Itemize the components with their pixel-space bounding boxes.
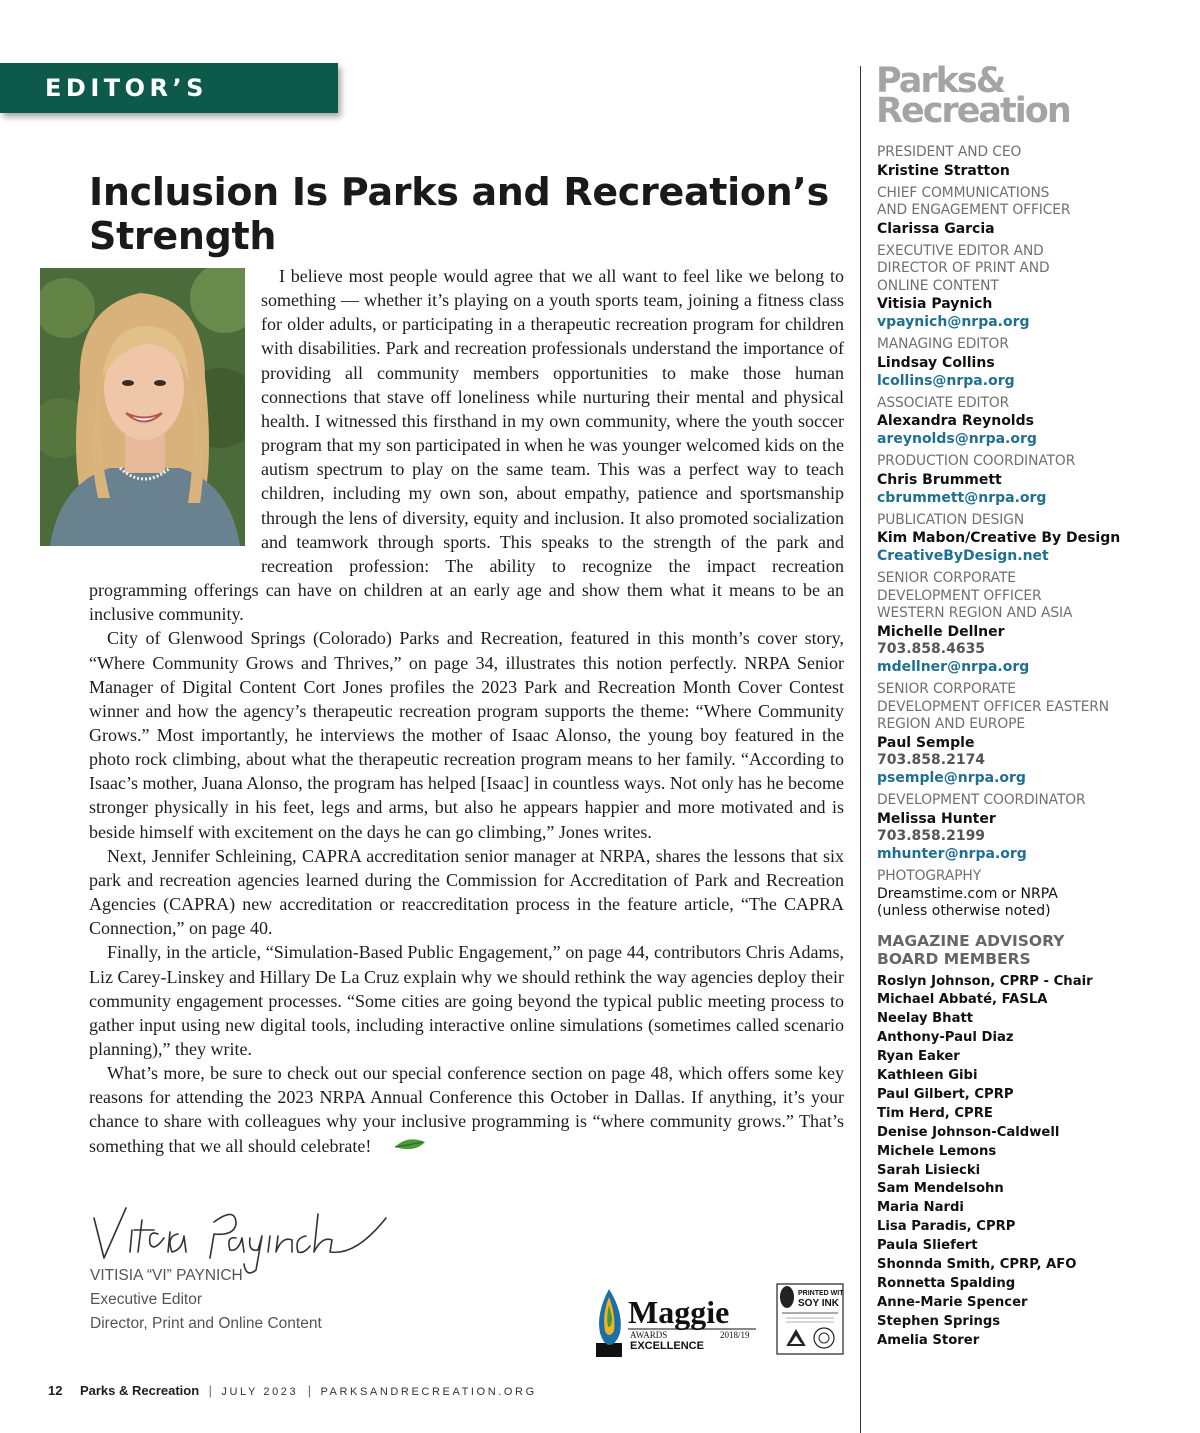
board-member: Kathleen Gibi	[877, 1068, 978, 1084]
board-members-list	[877, 973, 1197, 1351]
page-footer	[48, 1383, 537, 1398]
masthead-line-1: Parks&	[876, 61, 1005, 101]
maggie-wordmark: Maggie	[628, 1294, 730, 1330]
staff-entry	[877, 144, 1197, 180]
magazine-masthead-logo	[876, 61, 1076, 131]
article-paragraph: City of Glenwood Springs (Colorado) Parks and Recreation, featured in this month’s cover story, “Where Community Grows and Thrives,” on page 34, illustrates this notion perfectly. NRPA Senior Manager of Digital Content Cort Jones profiles the 2023 Park and Recreation Month Cover Contest winner and how the agency’s therapeutic recreation program supports the theme: “Where Community Grows.” Most importantly, he interviews the mother of Isaac Alonso, the young boy featured in the photo rock climbing, about what the therapeutic recreation program means to her family. “According to Isaac’s mother, Juana Alonso, the program has helped [Isaac] in countless ways. Not only has he become stronger physically in his feet, legs and arms, but also he appears happier and more motivated and is beside himself with excitement on the days he can go climbing,” Jones writes.	[89, 628, 844, 842]
board-member: Michael Abbaté, FASLA	[877, 992, 1048, 1008]
board-member: Paul Gilbert, CPRP	[877, 1086, 1014, 1102]
board-title-line: BOARD MEMBERS	[877, 949, 1031, 968]
maggie-year: 2018/19	[720, 1330, 750, 1340]
staff-role: MANAGING EDITOR	[877, 336, 1009, 352]
leaf-icon	[375, 1135, 427, 1159]
staff-role: EXECUTIVE EDITOR AND	[877, 242, 1044, 259]
masthead-line-2: Recreation	[876, 91, 1070, 131]
staff-entry	[877, 681, 1197, 787]
article-paragraph-last	[89, 1061, 844, 1159]
board-member: Michele Lemons	[877, 1143, 997, 1159]
board-member: Ryan Eaker	[877, 1049, 960, 1065]
staff-entry	[877, 792, 1197, 863]
article-paragraph: Next, Jennifer Schleining, CAPRA accreditation senior manager at NRPA, shares the lessons that six park and recreation agencies learned during the Commission for Accreditation of Park and Recreation Agencies (CAPRA) new accreditation or reaccreditation process in the feature article, “The CAPRA Connection,” on page 40.	[89, 845, 844, 939]
board-member: Shonnda Smith, CPRP, AFO	[877, 1257, 1077, 1273]
footer-separator: |	[208, 1384, 212, 1398]
staff-role: SENIOR CORPORATE	[877, 681, 1016, 697]
article-paragraph: I believe most people would agree that we all want to feel like we belong to something — whether it’s playing on a youth sports team, joining a fitness class for older adults, or participating in a therapeutic recreation program for children with disabilities. Park and recreation professionals understand the importance of providing all community members opportunities to make those human connections that stave off loneliness while nurturing their mental and physical health. I witnessed this firsthand in my own community, where the youth soccer program that my son participated in when he was younger welcomed kids on the autism spectrum to play on the same team. This was a perfect way to teach children, including my own son, about empathy, patience and sportsmanship through the lens of diversity, equity and inclusion. It also promoted socialization and teamwork through sports. This speaks to the strength of the park and recreation profession: The ability to recognize the impact recreation programming offerings can have on children at an early age and show them what it means to be an inclusive community.	[89, 266, 844, 625]
section-banner	[0, 63, 338, 152]
staff-email-link[interactable]: CreativeByDesign.net	[877, 548, 1049, 564]
sidebar-divider	[860, 66, 861, 1433]
board-member: Anne-Marie Spencer	[877, 1294, 1028, 1310]
maggie-excellence: EXCELLENCE	[630, 1340, 704, 1352]
staff-role: WESTERN REGION AND ASIA	[877, 605, 1073, 621]
staff-name: Clarissa Garcia	[877, 220, 995, 237]
article-paragraph: Finally, in the article, “Simulation-Based Public Engagement,” on page 44, contributors Chris Adams, Liz Carey-Linskey and Hillary De La Cruz explain why we should rethink the way agencies deploy their community engagement processes. “Some cities are going beyond the typical public meeting process to gather input using new digital tools, including interactive online simulations (sometimes called scenario planning),” they write.	[89, 942, 844, 1059]
staff-phone: 703.858.4635	[877, 640, 986, 657]
staff-entry	[877, 243, 1197, 332]
staff-list	[877, 144, 1197, 1351]
soy-ink-logo	[776, 1283, 844, 1360]
section-banner-label: EDITOR’S LETTER	[45, 74, 208, 152]
staff-name: Melissa Hunter	[877, 810, 996, 827]
staff-email-link[interactable]: mdellner@nrpa.org	[877, 659, 1030, 675]
staff-email-link[interactable]: psemple@nrpa.org	[877, 770, 1026, 786]
staff-role: PUBLICATION DESIGN	[877, 511, 1025, 528]
signer-title-2: Director, Print and Online Content	[90, 1315, 322, 1332]
staff-role: ASSOCIATE EDITOR	[877, 394, 1010, 411]
staff-role: DEVELOPMENT OFFICER	[877, 587, 1042, 604]
footer-magazine: Parks & Recreation	[79, 1383, 200, 1398]
page-number: 12	[48, 1383, 63, 1398]
soy-line-1: PRINTED WITH	[798, 1290, 844, 1297]
footer-separator: |	[307, 1384, 311, 1398]
staff-name: Alexandra Reynolds	[877, 413, 1034, 429]
staff-entry	[877, 570, 1197, 676]
staff-email-link[interactable]: vpaynich@nrpa.org	[877, 314, 1030, 330]
staff-role: SENIOR CORPORATE	[877, 570, 1016, 586]
staff-info: (unless otherwise noted)	[877, 903, 1051, 919]
board-member: Lisa Paradis, CPRP	[877, 1219, 1016, 1235]
staff-role: CHIEF COMMUNICATIONS	[877, 184, 1050, 201]
staff-role: PRODUCTION COORDINATOR	[877, 453, 1076, 469]
staff-name: Chris Brummett	[877, 471, 1002, 488]
board-member: Anthony-Paul Diaz	[877, 1030, 1014, 1046]
staff-email-link[interactable]: mhunter@nrpa.org	[877, 846, 1027, 862]
staff-entry	[877, 453, 1197, 507]
staff-role: AND ENGAGEMENT OFFICER	[877, 202, 1071, 218]
board-member: Amelia Storer	[877, 1332, 980, 1348]
staff-entry	[877, 868, 1197, 921]
soy-line-2: SOY INK	[798, 1298, 839, 1309]
board-member: Paula Sliefert	[877, 1238, 978, 1254]
board-member: Sarah Lisiecki	[877, 1162, 981, 1178]
staff-role: DEVELOPMENT OFFICER EASTERN	[877, 698, 1110, 715]
staff-role: DIRECTOR OF PRINT AND	[877, 260, 1050, 276]
article-paragraph-text: What’s more, be sure to check out our special conference section on page 48, which offers some key reasons for attending the 2023 NRPA Annual Conference this October in Dallas. If anything, it’s your chance to share with colleagues why your inclusive programming is “where community grows.” That’s something that we all should celebrate!	[89, 1063, 844, 1156]
staff-name: Kim Mabon/Creative By Design	[877, 530, 1121, 546]
staff-name: Paul Semple	[877, 734, 975, 751]
staff-info: Dreamstime.com or NRPA	[877, 885, 1058, 902]
staff-name: Lindsay Collins	[877, 354, 995, 371]
staff-entry	[877, 395, 1197, 449]
staff-email-link[interactable]: cbrummett@nrpa.org	[877, 489, 1047, 506]
maggie-awards-logo	[594, 1283, 764, 1364]
board-member: Tim Herd, CPRE	[877, 1105, 993, 1121]
board-member: Neelay Bhatt	[877, 1011, 974, 1027]
staff-role: PRESIDENT AND CEO	[877, 144, 1022, 160]
staff-name: Michelle Dellner	[877, 623, 1005, 640]
board-member: Denise Johnson-Caldwell	[877, 1124, 1060, 1140]
staff-role: ONLINE CONTENT	[877, 277, 999, 294]
board-member: Ronnetta Spalding	[877, 1276, 1016, 1291]
maggie-awards-label: AWARDS	[630, 1330, 668, 1340]
footer-site: PARKSANDRECREATION.ORG	[320, 1386, 537, 1398]
staff-phone: 703.858.2199	[877, 827, 986, 844]
article-body	[89, 264, 844, 1160]
board-member: Stephen Springs	[877, 1313, 1001, 1329]
signer-name: VITISIA “VI” PAYNICH	[90, 1267, 243, 1284]
board-member: Roslyn Johnson, CPRP - Chair	[877, 973, 1093, 989]
staff-entry	[877, 336, 1197, 390]
staff-role: REGION AND EUROPE	[877, 716, 1025, 732]
staff-role: DEVELOPMENT COORDINATOR	[877, 792, 1086, 808]
staff-email-link[interactable]: areynolds@nrpa.org	[877, 431, 1037, 447]
staff-email-link[interactable]: lcollins@nrpa.org	[877, 372, 1015, 389]
board-member: Maria Nardi	[877, 1200, 964, 1216]
board-member: Sam Mendelsohn	[877, 1181, 1004, 1197]
staff-entry	[877, 512, 1197, 566]
signature-block	[90, 1264, 322, 1336]
staff-name: Kristine Stratton	[877, 162, 1010, 179]
staff-phone: 703.858.2174	[877, 751, 986, 768]
board-title-line: MAGAZINE ADVISORY	[877, 931, 1065, 950]
article-title: Inclusion Is Parks and Recreation’s Strength	[89, 170, 829, 258]
board-title	[877, 932, 1197, 968]
photo-spacer	[89, 264, 261, 554]
staff-name: Vitisia Paynich	[877, 296, 993, 312]
signer-title: Executive Editor	[90, 1291, 202, 1308]
staff-role: PHOTOGRAPHY	[877, 868, 982, 884]
footer-date: JULY 2023	[221, 1386, 299, 1398]
staff-entry	[877, 185, 1197, 238]
staff-groups	[877, 144, 1197, 921]
